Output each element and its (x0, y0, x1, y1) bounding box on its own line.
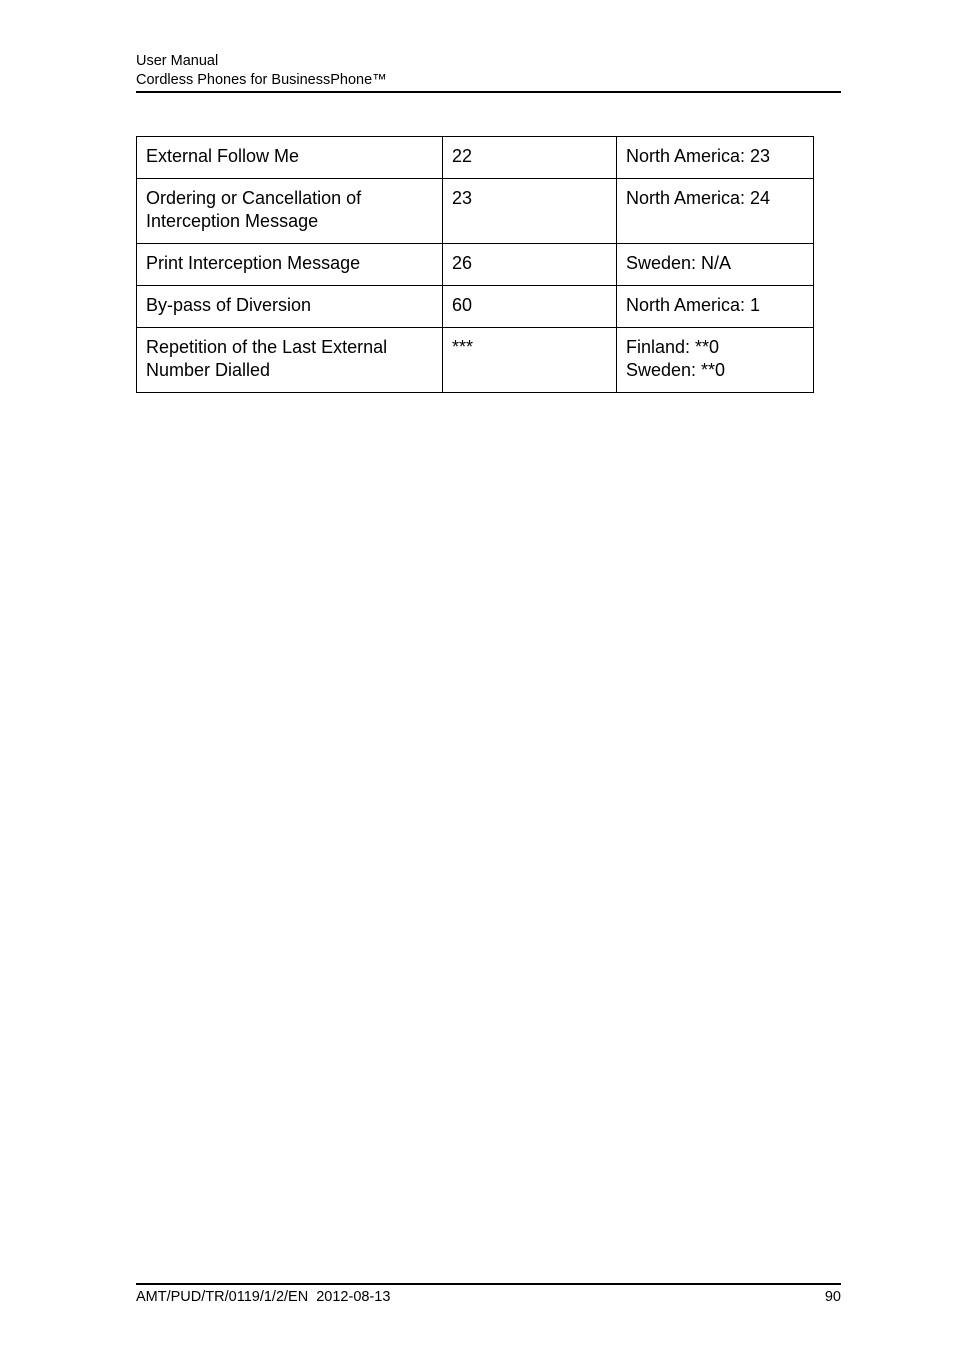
feature-text: Number Dialled (146, 360, 271, 380)
notes-cell (617, 137, 814, 179)
page-footer (136, 1283, 841, 1307)
notes-text: North America: 1 (626, 295, 761, 315)
code-cell (443, 286, 617, 328)
feature-text: Print Interception Message (146, 253, 361, 273)
notes-text: North America: 24 (626, 188, 771, 208)
feature-cell (137, 244, 443, 286)
document-id: AMT/PUD/TR/0119/1/2/EN 2012-08-13 (136, 1289, 391, 1305)
code-cell (443, 179, 617, 244)
notes-cell (617, 179, 814, 244)
page-number: 90 (824, 1289, 841, 1305)
notes-cell (617, 244, 814, 286)
table-row (137, 244, 814, 286)
table-row (137, 328, 814, 393)
code-text: 22 (452, 146, 473, 166)
notes-cell (617, 286, 814, 328)
header-subtitle: Cordless Phones for BusinessPhone™ (136, 72, 387, 88)
feature-cell (137, 328, 443, 393)
code-cell (443, 244, 617, 286)
header-title: User Manual (136, 53, 219, 69)
code-text: *** (452, 337, 474, 357)
notes-cell (617, 328, 814, 393)
feature-text: Repetition of the Last External (146, 337, 388, 357)
code-text: 60 (452, 295, 473, 315)
notes-text: North America: 23 (626, 146, 771, 166)
feature-text: Interception Message (146, 211, 319, 231)
code-cell (443, 328, 617, 393)
feature-cell (137, 286, 443, 328)
feature-text: External Follow Me (146, 146, 300, 166)
page-header (136, 52, 841, 93)
notes-text: Finland: **0 (626, 337, 720, 357)
feature-cell (137, 179, 443, 244)
code-text: 26 (452, 253, 473, 273)
procedure-codes-table (136, 136, 814, 393)
feature-text: Ordering or Cancellation of (146, 188, 362, 208)
table-row (137, 286, 814, 328)
notes-text: Sweden: **0 (626, 360, 726, 380)
feature-cell (137, 137, 443, 179)
feature-text: By-pass of Diversion (146, 295, 312, 315)
code-cell (443, 137, 617, 179)
code-text: 23 (452, 188, 473, 208)
table-row (137, 179, 814, 244)
table-row (137, 137, 814, 179)
notes-text: Sweden: N/A (626, 253, 732, 273)
